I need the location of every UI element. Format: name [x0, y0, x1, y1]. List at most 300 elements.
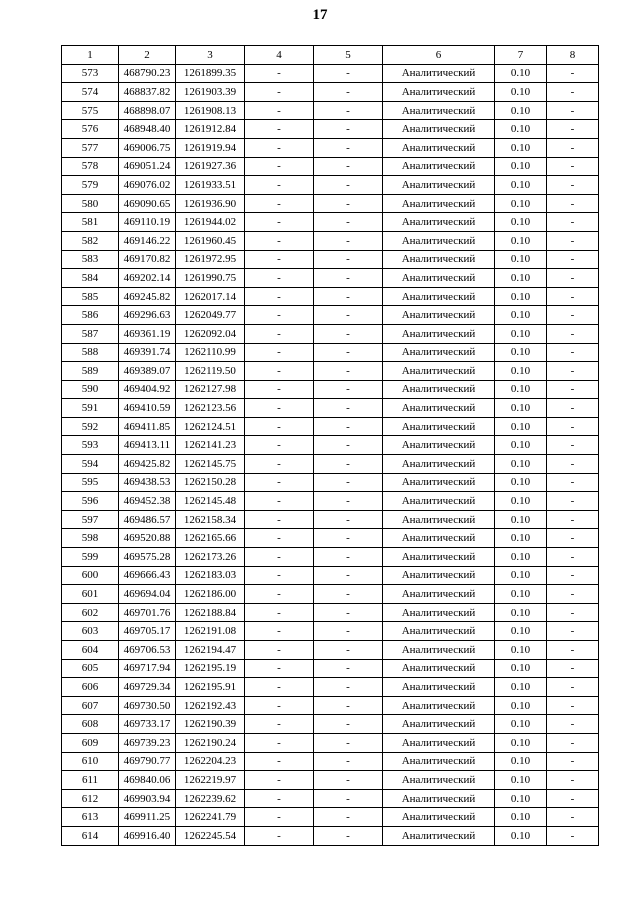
cell-method: Аналитический [383, 231, 495, 250]
table-row [62, 306, 599, 325]
cell-method: Аналитический [383, 548, 495, 567]
cell-y-coordinate: 1261899.35 [176, 64, 245, 83]
table-row [62, 641, 599, 660]
cell-accuracy: 0.10 [495, 733, 547, 752]
cell-col-4: - [245, 287, 314, 306]
cell-col-4: - [245, 436, 314, 455]
table-row [62, 380, 599, 399]
cell-col-8: - [547, 64, 599, 83]
cell-y-coordinate: 1262192.43 [176, 696, 245, 715]
cell-col-8: - [547, 138, 599, 157]
cell-x-coordinate: 469411.85 [119, 417, 176, 436]
cell-method: Аналитический [383, 324, 495, 343]
cell-col-4: - [245, 752, 314, 771]
cell-col-8: - [547, 269, 599, 288]
cell-col-4: - [245, 380, 314, 399]
cell-point-number: 589 [62, 362, 119, 381]
cell-y-coordinate: 1261933.51 [176, 176, 245, 195]
table-row [62, 417, 599, 436]
cell-point-number: 578 [62, 157, 119, 176]
cell-x-coordinate: 469389.07 [119, 362, 176, 381]
cell-y-coordinate: 1262017.14 [176, 287, 245, 306]
cell-point-number: 576 [62, 120, 119, 139]
cell-col-8: - [547, 213, 599, 232]
cell-col-8: - [547, 603, 599, 622]
cell-x-coordinate: 469410.59 [119, 399, 176, 418]
table-row [62, 101, 599, 120]
cell-col-8: - [547, 696, 599, 715]
cell-point-number: 581 [62, 213, 119, 232]
cell-col-4: - [245, 399, 314, 418]
cell-col-4: - [245, 715, 314, 734]
cell-point-number: 596 [62, 492, 119, 511]
cell-accuracy: 0.10 [495, 715, 547, 734]
cell-x-coordinate: 469296.63 [119, 306, 176, 325]
cell-accuracy: 0.10 [495, 306, 547, 325]
cell-y-coordinate: 1262119.50 [176, 362, 245, 381]
cell-x-coordinate: 469486.57 [119, 510, 176, 529]
table-row [62, 269, 599, 288]
cell-col-8: - [547, 492, 599, 511]
cell-y-coordinate: 1262141.23 [176, 436, 245, 455]
cell-point-number: 611 [62, 771, 119, 790]
cell-col-5: - [314, 250, 383, 269]
header-row [62, 46, 599, 65]
cell-col-5: - [314, 603, 383, 622]
cell-col-4: - [245, 269, 314, 288]
cell-col-5: - [314, 64, 383, 83]
cell-x-coordinate: 469076.02 [119, 176, 176, 195]
cell-method: Аналитический [383, 473, 495, 492]
cell-method: Аналитический [383, 696, 495, 715]
table-row [62, 548, 599, 567]
cell-col-5: - [314, 529, 383, 548]
cell-method: Аналитический [383, 585, 495, 604]
cell-point-number: 601 [62, 585, 119, 604]
column-header: 8 [547, 46, 599, 65]
cell-point-number: 586 [62, 306, 119, 325]
cell-accuracy: 0.10 [495, 603, 547, 622]
cell-col-8: - [547, 417, 599, 436]
cell-col-5: - [314, 269, 383, 288]
table-row [62, 64, 599, 83]
cell-point-number: 585 [62, 287, 119, 306]
cell-col-5: - [314, 380, 383, 399]
column-header: 2 [119, 46, 176, 65]
cell-accuracy: 0.10 [495, 417, 547, 436]
column-header: 1 [62, 46, 119, 65]
cell-point-number: 591 [62, 399, 119, 418]
cell-accuracy: 0.10 [495, 343, 547, 362]
cell-accuracy: 0.10 [495, 194, 547, 213]
cell-y-coordinate: 1262173.26 [176, 548, 245, 567]
cell-method: Аналитический [383, 641, 495, 660]
cell-col-4: - [245, 510, 314, 529]
table-row [62, 789, 599, 808]
cell-point-number: 594 [62, 455, 119, 474]
cell-col-8: - [547, 641, 599, 660]
cell-accuracy: 0.10 [495, 362, 547, 381]
cell-y-coordinate: 1261903.39 [176, 83, 245, 102]
cell-point-number: 574 [62, 83, 119, 102]
table-row [62, 510, 599, 529]
cell-col-8: - [547, 566, 599, 585]
cell-col-4: - [245, 473, 314, 492]
cell-method: Аналитический [383, 808, 495, 827]
cell-col-8: - [547, 343, 599, 362]
cell-point-number: 583 [62, 250, 119, 269]
cell-y-coordinate: 1262194.47 [176, 641, 245, 660]
cell-y-coordinate: 1262049.77 [176, 306, 245, 325]
cell-accuracy: 0.10 [495, 678, 547, 697]
cell-col-8: - [547, 548, 599, 567]
cell-accuracy: 0.10 [495, 622, 547, 641]
cell-point-number: 595 [62, 473, 119, 492]
cell-accuracy: 0.10 [495, 250, 547, 269]
cell-col-8: - [547, 771, 599, 790]
cell-x-coordinate: 469245.82 [119, 287, 176, 306]
cell-method: Аналитический [383, 455, 495, 474]
table-row [62, 826, 599, 845]
cell-col-5: - [314, 771, 383, 790]
table-row [62, 808, 599, 827]
cell-y-coordinate: 1262239.62 [176, 789, 245, 808]
table-row [62, 696, 599, 715]
cell-col-4: - [245, 529, 314, 548]
cell-point-number: 592 [62, 417, 119, 436]
cell-col-8: - [547, 250, 599, 269]
cell-col-8: - [547, 83, 599, 102]
cell-point-number: 577 [62, 138, 119, 157]
cell-point-number: 579 [62, 176, 119, 195]
cell-method: Аналитический [383, 287, 495, 306]
cell-col-5: - [314, 752, 383, 771]
cell-y-coordinate: 1262204.23 [176, 752, 245, 771]
column-header: 3 [176, 46, 245, 65]
cell-x-coordinate: 469666.43 [119, 566, 176, 585]
cell-col-8: - [547, 176, 599, 195]
cell-x-coordinate: 468837.82 [119, 83, 176, 102]
cell-col-8: - [547, 306, 599, 325]
cell-y-coordinate: 1262110.99 [176, 343, 245, 362]
cell-accuracy: 0.10 [495, 324, 547, 343]
cell-col-5: - [314, 715, 383, 734]
table-row [62, 659, 599, 678]
cell-method: Аналитический [383, 826, 495, 845]
cell-accuracy: 0.10 [495, 64, 547, 83]
cell-col-4: - [245, 733, 314, 752]
cell-col-8: - [547, 101, 599, 120]
cell-y-coordinate: 1261972.95 [176, 250, 245, 269]
cell-col-5: - [314, 101, 383, 120]
cell-col-4: - [245, 306, 314, 325]
cell-point-number: 605 [62, 659, 119, 678]
cell-method: Аналитический [383, 529, 495, 548]
cell-y-coordinate: 1262188.84 [176, 603, 245, 622]
cell-point-number: 598 [62, 529, 119, 548]
cell-accuracy: 0.10 [495, 176, 547, 195]
cell-accuracy: 0.10 [495, 585, 547, 604]
cell-method: Аналитический [383, 380, 495, 399]
cell-col-8: - [547, 362, 599, 381]
column-header: 5 [314, 46, 383, 65]
cell-y-coordinate: 1262241.79 [176, 808, 245, 827]
cell-col-8: - [547, 808, 599, 827]
cell-col-4: - [245, 771, 314, 790]
cell-x-coordinate: 469575.28 [119, 548, 176, 567]
cell-accuracy: 0.10 [495, 641, 547, 660]
cell-x-coordinate: 469391.74 [119, 343, 176, 362]
column-header: 7 [495, 46, 547, 65]
cell-accuracy: 0.10 [495, 492, 547, 511]
page-number: 17 [312, 7, 328, 23]
cell-col-5: - [314, 733, 383, 752]
table-row [62, 250, 599, 269]
cell-method: Аналитический [383, 343, 495, 362]
cell-x-coordinate: 469520.88 [119, 529, 176, 548]
cell-y-coordinate: 1261908.13 [176, 101, 245, 120]
cell-x-coordinate: 469717.94 [119, 659, 176, 678]
column-header: 6 [383, 46, 495, 65]
cell-col-4: - [245, 231, 314, 250]
cell-col-4: - [245, 362, 314, 381]
cell-y-coordinate: 1262092.04 [176, 324, 245, 343]
cell-method: Аналитический [383, 715, 495, 734]
cell-x-coordinate: 469202.14 [119, 269, 176, 288]
table-row [62, 83, 599, 102]
cell-col-5: - [314, 417, 383, 436]
cell-col-5: - [314, 659, 383, 678]
cell-x-coordinate: 469840.06 [119, 771, 176, 790]
cell-y-coordinate: 1262195.91 [176, 678, 245, 697]
cell-col-8: - [547, 659, 599, 678]
cell-col-5: - [314, 585, 383, 604]
cell-point-number: 600 [62, 566, 119, 585]
cell-col-5: - [314, 213, 383, 232]
cell-accuracy: 0.10 [495, 436, 547, 455]
cell-x-coordinate: 469705.17 [119, 622, 176, 641]
cell-x-coordinate: 469730.50 [119, 696, 176, 715]
cell-x-coordinate: 469438.53 [119, 473, 176, 492]
cell-point-number: 587 [62, 324, 119, 343]
cell-col-4: - [245, 343, 314, 362]
cell-x-coordinate: 468898.07 [119, 101, 176, 120]
cell-y-coordinate: 1262145.48 [176, 492, 245, 511]
cell-y-coordinate: 1261960.45 [176, 231, 245, 250]
cell-x-coordinate: 469911.25 [119, 808, 176, 827]
cell-col-8: - [547, 399, 599, 418]
table-row [62, 362, 599, 381]
cell-y-coordinate: 1262127.98 [176, 380, 245, 399]
cell-accuracy: 0.10 [495, 101, 547, 120]
cell-method: Аналитический [383, 659, 495, 678]
cell-col-8: - [547, 120, 599, 139]
cell-x-coordinate: 469170.82 [119, 250, 176, 269]
table-row [62, 138, 599, 157]
table-row [62, 399, 599, 418]
cell-y-coordinate: 1261927.36 [176, 157, 245, 176]
table-row [62, 603, 599, 622]
cell-method: Аналитический [383, 566, 495, 585]
column-header: 4 [245, 46, 314, 65]
cell-method: Аналитический [383, 138, 495, 157]
cell-col-4: - [245, 213, 314, 232]
cell-col-4: - [245, 492, 314, 511]
cell-x-coordinate: 469790.77 [119, 752, 176, 771]
cell-x-coordinate: 468948.40 [119, 120, 176, 139]
cell-x-coordinate: 469110.19 [119, 213, 176, 232]
cell-col-4: - [245, 101, 314, 120]
cell-col-5: - [314, 231, 383, 250]
coordinates-table [61, 45, 599, 846]
cell-accuracy: 0.10 [495, 455, 547, 474]
cell-col-8: - [547, 622, 599, 641]
cell-col-4: - [245, 789, 314, 808]
cell-accuracy: 0.10 [495, 287, 547, 306]
cell-point-number: 604 [62, 641, 119, 660]
cell-col-4: - [245, 603, 314, 622]
cell-x-coordinate: 469404.92 [119, 380, 176, 399]
cell-point-number: 593 [62, 436, 119, 455]
cell-col-5: - [314, 176, 383, 195]
cell-col-5: - [314, 362, 383, 381]
cell-col-5: - [314, 473, 383, 492]
cell-accuracy: 0.10 [495, 548, 547, 567]
cell-col-4: - [245, 250, 314, 269]
cell-point-number: 602 [62, 603, 119, 622]
cell-point-number: 613 [62, 808, 119, 827]
cell-x-coordinate: 469361.19 [119, 324, 176, 343]
cell-method: Аналитический [383, 362, 495, 381]
cell-accuracy: 0.10 [495, 696, 547, 715]
cell-col-8: - [547, 715, 599, 734]
cell-col-5: - [314, 678, 383, 697]
cell-col-5: - [314, 455, 383, 474]
cell-col-4: - [245, 194, 314, 213]
cell-method: Аналитический [383, 436, 495, 455]
cell-col-4: - [245, 176, 314, 195]
cell-x-coordinate: 469006.75 [119, 138, 176, 157]
cell-x-coordinate: 469146.22 [119, 231, 176, 250]
cell-col-8: - [547, 585, 599, 604]
cell-y-coordinate: 1262124.51 [176, 417, 245, 436]
cell-point-number: 588 [62, 343, 119, 362]
cell-x-coordinate: 469090.65 [119, 194, 176, 213]
cell-y-coordinate: 1262245.54 [176, 826, 245, 845]
cell-col-4: - [245, 826, 314, 845]
cell-accuracy: 0.10 [495, 566, 547, 585]
cell-method: Аналитический [383, 176, 495, 195]
cell-accuracy: 0.10 [495, 826, 547, 845]
cell-y-coordinate: 1262165.66 [176, 529, 245, 548]
table-row [62, 473, 599, 492]
cell-method: Аналитический [383, 678, 495, 697]
cell-point-number: 573 [62, 64, 119, 83]
table-row [62, 120, 599, 139]
cell-point-number: 575 [62, 101, 119, 120]
cell-y-coordinate: 1262219.97 [176, 771, 245, 790]
table-row [62, 622, 599, 641]
cell-y-coordinate: 1262145.75 [176, 455, 245, 474]
cell-method: Аналитический [383, 399, 495, 418]
cell-y-coordinate: 1262190.39 [176, 715, 245, 734]
cell-accuracy: 0.10 [495, 752, 547, 771]
cell-y-coordinate: 1261990.75 [176, 269, 245, 288]
cell-col-8: - [547, 733, 599, 752]
cell-x-coordinate: 469452.38 [119, 492, 176, 511]
cell-col-8: - [547, 473, 599, 492]
cell-x-coordinate: 469701.76 [119, 603, 176, 622]
cell-accuracy: 0.10 [495, 529, 547, 548]
cell-col-4: - [245, 641, 314, 660]
cell-x-coordinate: 469733.17 [119, 715, 176, 734]
table-row [62, 566, 599, 585]
cell-point-number: 609 [62, 733, 119, 752]
cell-col-8: - [547, 510, 599, 529]
cell-accuracy: 0.10 [495, 157, 547, 176]
cell-col-4: - [245, 696, 314, 715]
cell-col-5: - [314, 566, 383, 585]
cell-method: Аналитический [383, 157, 495, 176]
cell-method: Аналитический [383, 510, 495, 529]
cell-col-5: - [314, 324, 383, 343]
table-row [62, 733, 599, 752]
cell-method: Аналитический [383, 603, 495, 622]
table-row [62, 194, 599, 213]
cell-accuracy: 0.10 [495, 213, 547, 232]
cell-y-coordinate: 1262191.08 [176, 622, 245, 641]
cell-col-4: - [245, 585, 314, 604]
cell-method: Аналитический [383, 269, 495, 288]
cell-col-5: - [314, 287, 383, 306]
table-row [62, 455, 599, 474]
cell-col-5: - [314, 808, 383, 827]
table-row [62, 213, 599, 232]
cell-method: Аналитический [383, 789, 495, 808]
cell-col-5: - [314, 399, 383, 418]
cell-col-4: - [245, 622, 314, 641]
cell-col-4: - [245, 138, 314, 157]
table-header [62, 46, 599, 65]
cell-col-5: - [314, 492, 383, 511]
cell-x-coordinate: 469413.11 [119, 436, 176, 455]
cell-method: Аналитический [383, 250, 495, 269]
cell-x-coordinate: 469916.40 [119, 826, 176, 845]
cell-point-number: 590 [62, 380, 119, 399]
cell-accuracy: 0.10 [495, 771, 547, 790]
table-row [62, 529, 599, 548]
cell-point-number: 610 [62, 752, 119, 771]
cell-method: Аналитический [383, 64, 495, 83]
cell-col-4: - [245, 417, 314, 436]
cell-col-8: - [547, 436, 599, 455]
cell-x-coordinate: 469706.53 [119, 641, 176, 660]
cell-col-8: - [547, 826, 599, 845]
cell-accuracy: 0.10 [495, 789, 547, 808]
cell-x-coordinate: 468790.23 [119, 64, 176, 83]
cell-col-5: - [314, 120, 383, 139]
cell-col-5: - [314, 157, 383, 176]
cell-accuracy: 0.10 [495, 659, 547, 678]
table-row [62, 492, 599, 511]
cell-point-number: 612 [62, 789, 119, 808]
cell-point-number: 608 [62, 715, 119, 734]
cell-x-coordinate: 469425.82 [119, 455, 176, 474]
cell-method: Аналитический [383, 771, 495, 790]
cell-col-4: - [245, 659, 314, 678]
cell-col-8: - [547, 157, 599, 176]
cell-point-number: 607 [62, 696, 119, 715]
